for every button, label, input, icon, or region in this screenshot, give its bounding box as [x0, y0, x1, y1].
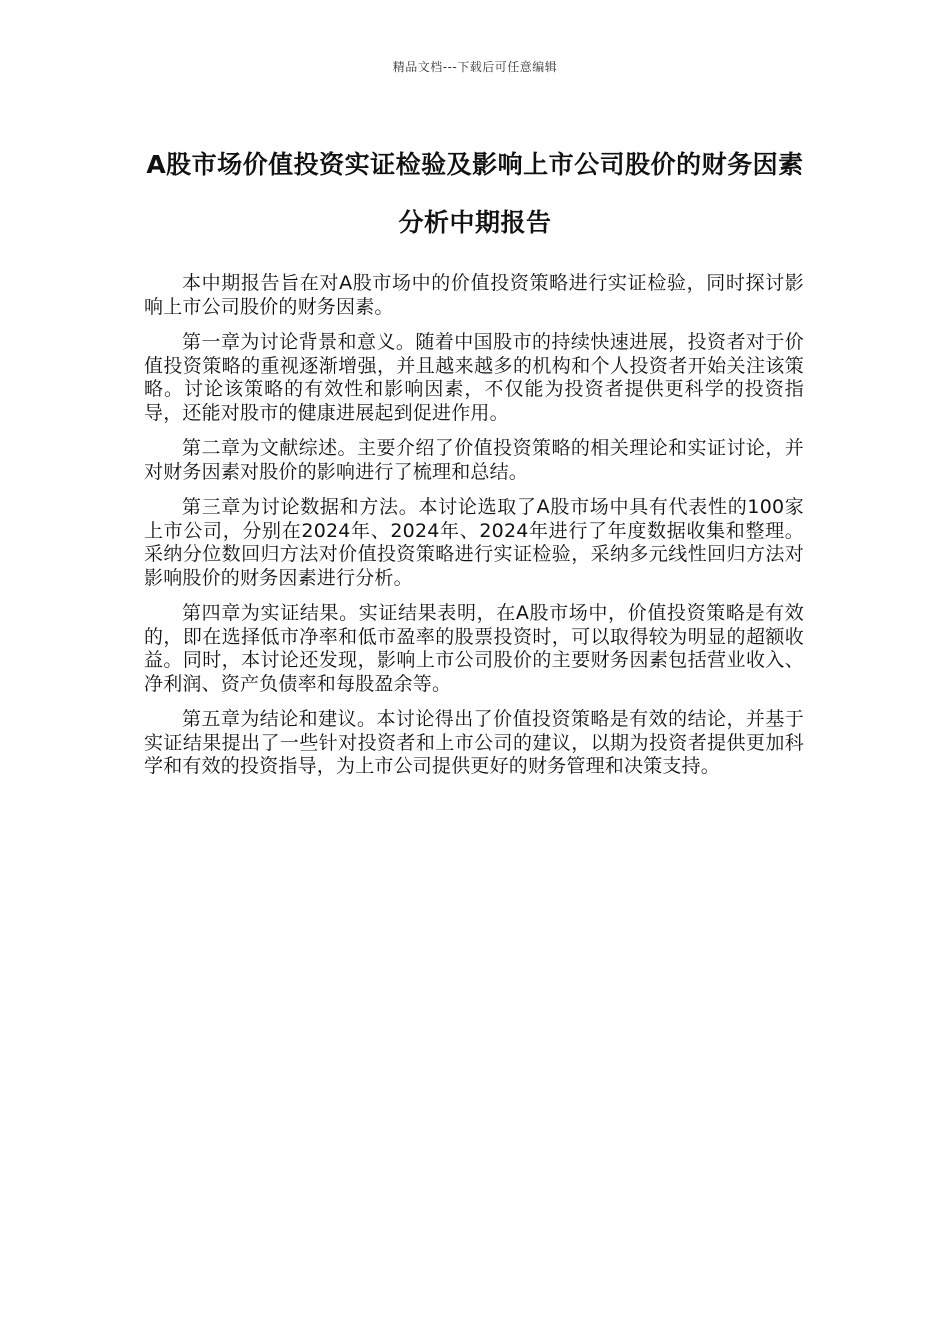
paragraph-intro: 本中期报告旨在对A股市场中的价值投资策略进行实证检验，同时探讨影响上市公司股价的财务因素。 [144, 272, 804, 318]
document-body [144, 272, 804, 791]
paragraph-chapter-3: 第三章为讨论数据和方法。本讨论选取了A股市场中具有代表性的100家上市公司，分别在2024年、2024年、2024年进行了年度数据收集和整理。采纳分位数回归方法对价值投资策略进行实证检验，采纳多元线性回归方法对影响股价的财务因素进行分析。 [144, 496, 804, 589]
paragraph-chapter-1: 第一章为讨论背景和意义。随着中国股市的持续快速进展，投资者对于价值投资策略的重视逐渐增强，并且越来越多的机构和个人投资者开始关注该策略。讨论该策略的有效性和影响因素，不仅能为投资者提供更科学的投资指导，还能对股市的健康进展起到促进作用。 [144, 331, 804, 424]
paragraph-chapter-4: 第四章为实证结果。实证结果表明，在A股市场中，价值投资策略是有效的，即在选择低市净率和低市盈率的股票投资时，可以取得较为明显的超额收益。同时，本讨论还发现，影响上市公司股价的主要财务因素包括营业收入、净利润、资产负债率和每股盈余等。 [144, 602, 804, 695]
header-note: 精品文档---下载后可任意编辑 [392, 60, 558, 74]
paragraph-chapter-2: 第二章为文献综述。主要介绍了价值投资策略的相关理论和实证讨论，并对财务因素对股价的影响进行了梳理和总结。 [144, 437, 804, 483]
paragraph-chapter-5: 第五章为结论和建议。本讨论得出了价值投资策略是有效的结论，并基于实证结果提出了一些针对投资者和上市公司的建议，以期为投资者提供更加科学和有效的投资指导，为上市公司提供更好的财务管理和决策支持。 [144, 708, 804, 777]
document-title: A股市场价值投资实证检验及影响上市公司股价的财务因素分析中期报告 [146, 150, 804, 237]
